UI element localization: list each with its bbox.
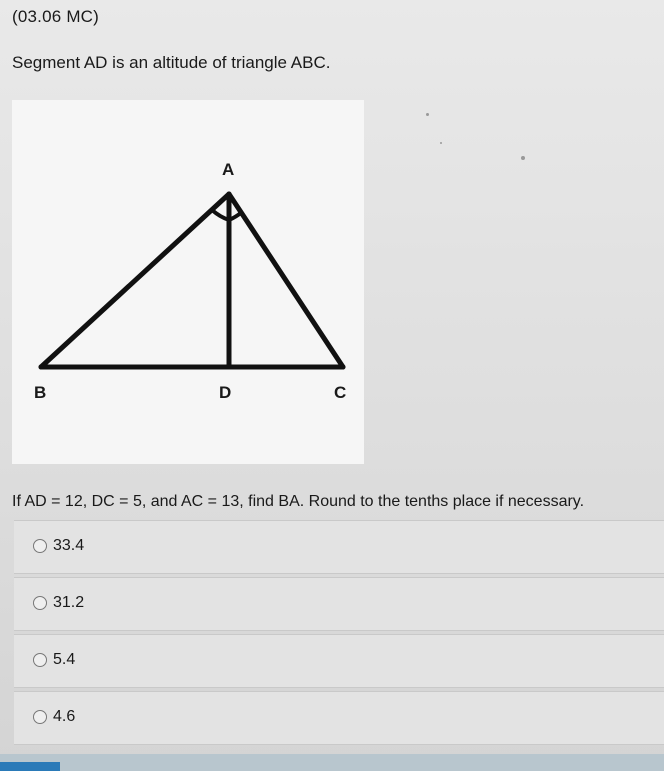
radio-button[interactable] (33, 539, 47, 553)
choice-4[interactable] (14, 691, 664, 745)
var-ad: AD (24, 493, 47, 510)
screen-smudge (440, 142, 442, 144)
radio-button[interactable] (33, 653, 47, 667)
question-prompt: Segment AD is an altitude of triangle ABC. (12, 53, 331, 72)
triangle-figure (12, 100, 364, 464)
var-dc: DC (91, 493, 115, 510)
choice-label: 31.2 (53, 594, 85, 611)
side-ac (229, 194, 343, 367)
angle-mark-bad (212, 210, 229, 220)
choice-3[interactable] (14, 634, 664, 688)
screen-smudge (521, 156, 525, 160)
triangle-diagram (12, 100, 364, 464)
radio-button[interactable] (33, 710, 47, 724)
bottom-bar (0, 754, 664, 771)
label-a: A (222, 160, 235, 179)
screen-smudge (426, 113, 429, 116)
label-c: C (334, 383, 347, 402)
eq-dc: = 5, and (114, 493, 181, 510)
label-d: D (219, 383, 232, 402)
eq-ac: = 13 (203, 493, 240, 510)
side-ab (41, 194, 229, 367)
choice-2[interactable] (14, 577, 664, 631)
answer-choices (14, 520, 664, 748)
bottom-tab[interactable] (0, 762, 60, 771)
question-suffix: , find BA. Round to the tenths place if necessary. (239, 493, 585, 510)
radio-button[interactable] (33, 596, 47, 610)
question-text (12, 493, 584, 511)
choice-1[interactable] (14, 520, 664, 574)
choice-label: 5.4 (53, 651, 76, 668)
var-ac: AC (181, 493, 204, 510)
choice-label: 33.4 (53, 537, 85, 554)
question-id: (03.06 MC) (12, 7, 100, 26)
eq-ad: = 12, (46, 493, 92, 510)
question-prefix: If (12, 493, 25, 510)
choice-label: 4.6 (53, 708, 76, 725)
label-b: B (34, 383, 47, 402)
